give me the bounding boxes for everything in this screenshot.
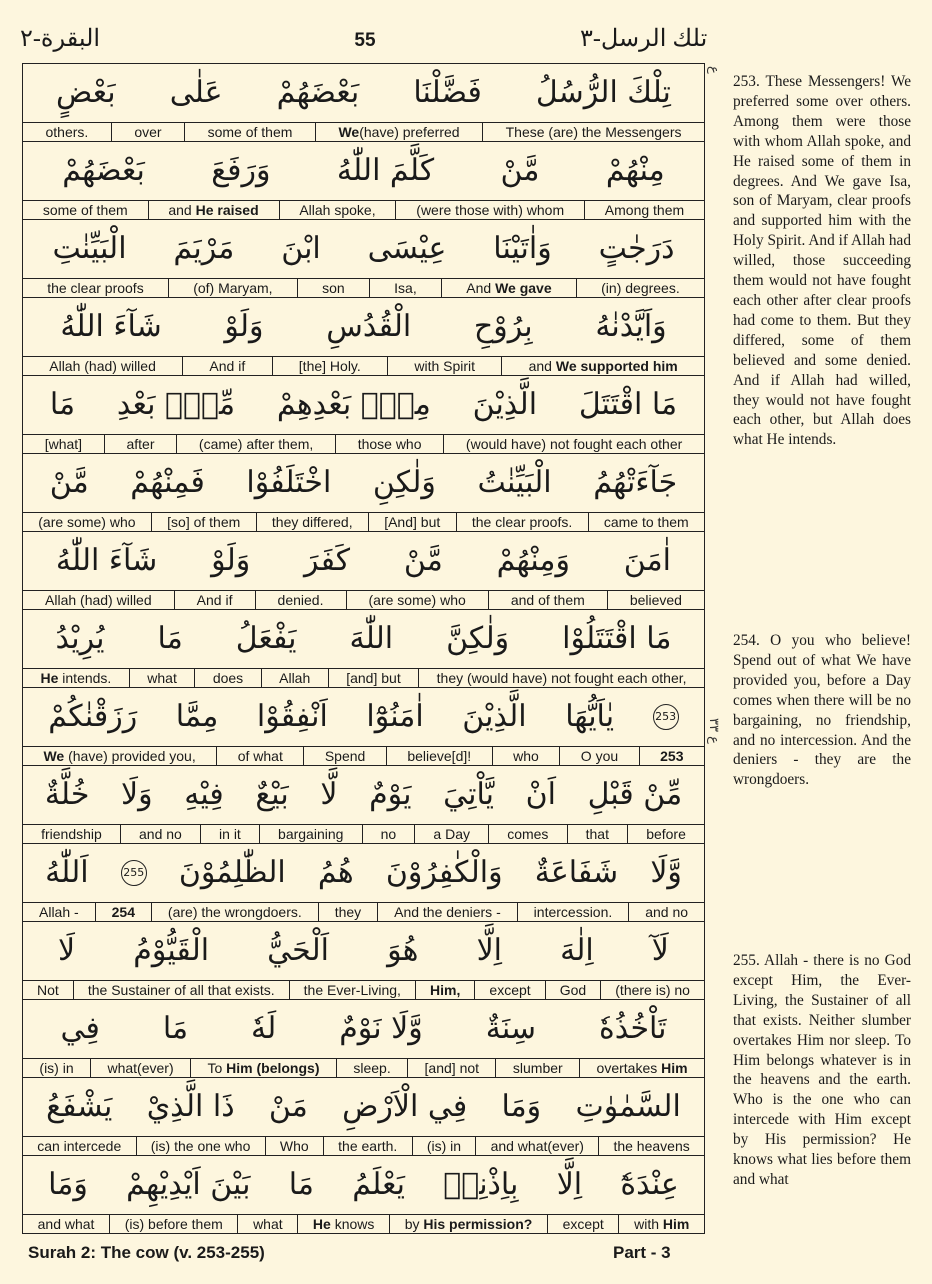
arabic-word: ذَا الَّذِيْ [146, 1089, 235, 1124]
english-gloss: before [627, 825, 704, 843]
arabic-word: بِرُوْحِ [473, 309, 533, 344]
english-row [23, 669, 704, 688]
english-gloss: friendship [41, 826, 102, 842]
english-gloss: came to them [588, 513, 704, 531]
arabic-word: فَمِنْهُمْ [130, 465, 205, 500]
arabic-word: بَعْضَهُمْ [62, 153, 145, 188]
english-gloss: [so] of them [151, 513, 256, 531]
arabic-word: بَيْنَ اَيْدِيْهِمْ [126, 1167, 251, 1202]
gloss-part: (have) preferred [359, 124, 460, 140]
english-gloss [441, 279, 576, 297]
english-gloss: (would have) not fought each other [443, 435, 704, 453]
english-gloss: [and] not [407, 1059, 495, 1077]
english-gloss [23, 747, 216, 765]
english-gloss: son [297, 279, 369, 297]
gloss-part: To [207, 1060, 227, 1076]
arabic-word: فِي [60, 1011, 100, 1046]
arabic-word: مِّنْۢ بَعْدِ [116, 387, 236, 422]
arabic-word: وَّلَا [650, 855, 682, 890]
gloss-part: We [43, 748, 65, 764]
english-gloss: (of) Maryam, [168, 279, 297, 297]
english-gloss: what(ever) [90, 1059, 190, 1077]
arabic-word: بِاِذْنِهٖ [443, 1167, 519, 1202]
english-gloss: the clear proofs. [456, 513, 588, 531]
arabic-word: مَا [162, 1011, 189, 1046]
arabic-word: كَلَّمَ اللّٰهُ [336, 153, 435, 188]
arabic-word: وَمَا [48, 1167, 88, 1202]
arabic-word: كَفَرَ [304, 543, 351, 578]
verse-number-mark: 255 [121, 860, 147, 886]
arabic-word: لَهٗ [251, 1011, 277, 1046]
english-gloss: others. [45, 124, 89, 140]
arabic-word: مَّنْ [403, 543, 443, 578]
arabic-word: مَا اقْتَتَلَ [578, 387, 678, 422]
english-gloss: except [474, 981, 544, 999]
gloss-part: And [466, 280, 496, 296]
english-gloss: except [547, 1215, 619, 1233]
arabic-word: لَآ [651, 933, 669, 968]
gloss-part: We gave [495, 280, 552, 296]
translation-254: 254. O you who believe! Spend out of what We have provided you, before a Day comes when there will be no bargaining, no friendship, and no intercession. And the deniers - they are the wrongdoers. [733, 632, 911, 789]
english-gloss: Not [36, 982, 59, 998]
english-gloss [579, 1059, 704, 1077]
arabic-row [23, 376, 704, 435]
english-row [23, 591, 704, 610]
arabic-word: فِيْهِ [184, 777, 224, 812]
arabic-word: وَلٰكِنِ [372, 465, 436, 500]
english-gloss: (in) degrees. [576, 279, 704, 297]
arabic-row [23, 844, 704, 903]
english-gloss: (there is) no [600, 981, 704, 999]
gloss-part: (have) provided you, [64, 748, 196, 764]
arabic-word: وَلَوْ [224, 309, 264, 344]
arabic-row [23, 64, 704, 123]
english-gloss: And the deniers - [377, 903, 517, 921]
arabic-word: هُوَ [387, 933, 419, 968]
arabic-word: يَعْلَمُ [352, 1167, 405, 1202]
arabic-word: شَآءَ اللّٰهُ [55, 543, 158, 578]
arabic-row [23, 610, 704, 669]
arabic-row [23, 532, 704, 591]
arabic-word: عِيْسَى [367, 231, 447, 266]
arabic-word: اٰمَنُوْٓا [366, 699, 424, 734]
english-gloss: those who [335, 435, 443, 453]
juz-header: تلك الرسل-٣ [580, 26, 708, 52]
english-gloss: a Day [414, 825, 488, 843]
arabic-word: وَمِنْهُمْ [496, 543, 570, 578]
english-gloss: Isa, [369, 279, 441, 297]
arabic-word: فَضَّلْنَا [413, 75, 482, 110]
english-row [23, 123, 704, 142]
arabic-word: مَا [288, 1167, 314, 1202]
english-gloss: the Ever-Living, [289, 981, 415, 999]
english-gloss: and what(ever) [475, 1137, 598, 1155]
arabic-word: السَّمٰوٰتِ [575, 1089, 681, 1124]
english-gloss: (is) the one who [136, 1137, 265, 1155]
arabic-word: دَرَجٰتٍ [598, 231, 675, 266]
english-gloss: the earth. [323, 1137, 412, 1155]
arabic-row [23, 454, 704, 513]
english-gloss: who [492, 747, 560, 765]
arabic-word: فِي الْاَرْضِ [342, 1089, 468, 1124]
english-gloss: Allah (had) willed [45, 592, 152, 608]
english-gloss: [the] Holy. [272, 357, 388, 375]
arabic-word: الْبَيِّنٰتُ [477, 465, 552, 500]
english-gloss: (are some) who [38, 514, 136, 530]
arabic-word: اِلَّا [476, 933, 503, 968]
arabic-word: تَاْخُذُهٗ [598, 1011, 667, 1046]
english-gloss: they [318, 903, 377, 921]
arabic-word: وَاَيَّدْنٰهُ [595, 309, 667, 344]
english-row [23, 513, 704, 532]
arabic-word: جَآءَتْهُمُ [593, 465, 678, 500]
gloss-part: knows [330, 1216, 375, 1232]
english-gloss: in it [200, 825, 259, 843]
arabic-word: وَلَا [121, 777, 153, 812]
english-row [23, 279, 704, 298]
english-gloss: Among them [584, 201, 704, 219]
english-row [23, 903, 704, 922]
arabic-word: لَّا [320, 777, 338, 812]
arabic-row [23, 766, 704, 825]
english-gloss: over [111, 123, 184, 141]
arabic-word: الْبَيِّنٰتِ [52, 231, 127, 266]
arabic-word: خُلَّةٌ [44, 777, 90, 812]
arabic-word: مَا [49, 387, 76, 422]
arabic-word: مَا [157, 621, 183, 656]
arabic-word: وَاٰتَيْنَا [493, 231, 552, 266]
arabic-row [23, 1000, 704, 1059]
english-gloss [297, 1215, 389, 1233]
arabic-word: اللّٰهَ [349, 621, 394, 656]
english-gloss: slumber [495, 1059, 579, 1077]
english-gloss [389, 1215, 547, 1233]
english-gloss: with Spirit [387, 357, 501, 375]
gloss-part: with [634, 1216, 663, 1232]
english-gloss: Allah (had) willed [49, 358, 156, 374]
arabic-word: هُمُ [317, 855, 354, 890]
english-gloss: [and] but [328, 669, 418, 687]
english-row [23, 981, 704, 1000]
english-gloss: the Sustainer of all that exists. [73, 981, 289, 999]
english-gloss [23, 669, 129, 687]
arabic-word: بَعْضٍ [56, 75, 116, 110]
english-gloss: 253 [639, 747, 704, 765]
arabic-word: اِلٰهَ [560, 933, 594, 968]
arabic-word: مَرْيَمَ [173, 231, 235, 266]
arabic-word: وَالْكٰفِرُوْنَ [385, 855, 503, 890]
arabic-word: اَنْفِقُوْا [256, 699, 328, 734]
english-row [23, 1137, 704, 1156]
english-gloss [148, 201, 279, 219]
english-row [23, 1215, 704, 1233]
arabic-row [23, 688, 704, 747]
arabic-word: الَّذِيْنَ [472, 387, 538, 422]
english-gloss: (is) before them [109, 1215, 237, 1233]
english-row [23, 747, 704, 766]
arabic-word: وَلَوْ [211, 543, 251, 578]
english-gloss: sleep. [336, 1059, 407, 1077]
arabic-word: مِنْۢ بَعْدِهِمْ [276, 387, 431, 422]
english-gloss: And if [174, 591, 255, 609]
english-gloss: (are) the wrongdoers. [151, 903, 318, 921]
page-number: 55 [354, 30, 376, 51]
arabic-word: اَللّٰهُ [45, 855, 89, 890]
arabic-word: شَآءَ اللّٰهُ [60, 309, 162, 344]
arabic-word: يُرِيْدُ [55, 621, 105, 656]
english-row [23, 435, 704, 454]
arabic-word: وَّلَا نَوْمٌ [339, 1011, 423, 1046]
arabic-word: اٰمَنَ [623, 543, 672, 578]
english-gloss: can intercede [37, 1138, 122, 1154]
english-gloss: after [104, 435, 176, 453]
english-gloss [501, 357, 704, 375]
arabic-word: عَلٰى [169, 75, 223, 110]
arabic-word: يَوْمٌ [369, 777, 412, 812]
arabic-word: مِّنْ قَبْلِ [587, 777, 683, 812]
arabic-word: تِلْكَ الرُّسُلُ [535, 75, 671, 110]
english-gloss: Spend [303, 747, 385, 765]
gloss-part: He raised [195, 202, 259, 218]
surah-header: البقرة-٢ [20, 26, 101, 52]
arabic-word: الْقَيُّوْمُ [133, 933, 210, 968]
english-gloss: what [237, 1215, 297, 1233]
gloss-part: and [168, 202, 196, 218]
english-gloss: Allah - [39, 904, 79, 920]
english-gloss: does [194, 669, 260, 687]
english-gloss: (are some) who [346, 591, 488, 609]
gloss-part: and [528, 358, 556, 374]
word-by-word-grid [22, 63, 705, 1234]
arabic-word: وَمَا [501, 1089, 542, 1124]
translation-253: 253. These Messengers! We preferred some over others. Among them were those with whom Allah spoke, and He raised some of them in degrees. And We gave Isa, son of Maryam, clear proofs and supported him with the Holy Spirit. And if Allah had willed, those succeeding them would not have fought each other after clear proofs had come to them. But they differed, some of them believed and some denied. And if Allah had willed, they would not have fought each other, but Allah does what He intends. [733, 73, 911, 449]
arabic-word: مَا اقْتَتَلُوْا [562, 621, 672, 656]
arabic-word: اَلْحَيُّ [267, 933, 330, 968]
gloss-part: intends. [58, 670, 112, 686]
arabic-word: مِنْهُمْ [605, 153, 665, 188]
english-gloss [190, 1059, 336, 1077]
english-gloss: These (are) the Messengers [482, 123, 704, 141]
english-gloss: 254 [95, 903, 151, 921]
arabic-word: يَفْعَلُ [235, 621, 297, 656]
gloss-part: Him (belongs) [226, 1060, 320, 1076]
english-gloss: denied. [255, 591, 346, 609]
gloss-part: We [338, 124, 360, 140]
gloss-part: He [40, 670, 59, 686]
arabic-word: مِمَّا [175, 699, 219, 734]
arabic-word: يَّاْتِيَ [443, 777, 494, 812]
english-gloss: and no [628, 903, 704, 921]
arabic-word: يَشْفَعُ [46, 1089, 113, 1124]
english-row [23, 357, 704, 376]
english-gloss: the heavens [598, 1137, 704, 1155]
english-gloss: no [362, 825, 415, 843]
arabic-word: الْقُدُسِ [326, 309, 412, 344]
arabic-word: يٰاَيُّهَا [565, 699, 615, 734]
english-gloss: (came) after them, [176, 435, 335, 453]
verse-number-mark: 253 [653, 704, 679, 730]
english-gloss: believed [607, 591, 704, 609]
english-gloss: comes [488, 825, 566, 843]
arabic-row [23, 1078, 704, 1137]
english-gloss: Allah spoke, [279, 201, 396, 219]
arabic-word: وَلٰكِنَّ [446, 621, 510, 656]
gloss-part: Him [661, 1060, 688, 1076]
english-gloss: believe[d]! [386, 747, 492, 765]
arabic-word: مَنْ [268, 1089, 308, 1124]
english-gloss: And if [182, 357, 271, 375]
arabic-word: بَعْضَهُمْ [276, 75, 360, 110]
english-gloss: and of them [488, 591, 607, 609]
arabic-row [23, 220, 704, 279]
english-gloss: Him, [415, 981, 474, 999]
arabic-row [23, 142, 704, 201]
gloss-part: We supported him [555, 358, 678, 374]
arabic-word: شَفَاعَةٌ [534, 855, 619, 890]
arabic-word: لَا [58, 933, 76, 968]
english-gloss [618, 1215, 704, 1233]
english-gloss: what [129, 669, 195, 687]
english-gloss: the clear proofs [47, 280, 144, 296]
english-row [23, 201, 704, 220]
arabic-word: الظّٰلِمُوْنَ [178, 855, 286, 890]
translation-255: 255. Allah - there is no God except Him, the Ever-Living, the Sustainer of all that exists. Neither slumber overtakes Him nor sleep. To Him belongs whatever is in the heavens and the earth. Who is the one who can intercede with Him except by His permission? He knows what lies before them and what [733, 952, 911, 1188]
arabic-word: ابْنَ [281, 231, 321, 266]
english-gloss: (is) in [39, 1060, 74, 1076]
part-footer: Part - 3 [613, 1243, 671, 1262]
english-gloss: intercession. [517, 903, 629, 921]
english-gloss: and what [37, 1216, 95, 1232]
english-row [23, 1059, 704, 1078]
arabic-word: اخْتَلَفُوْا [246, 465, 332, 500]
english-gloss: and no [120, 825, 200, 843]
arabic-word: بَيْعٌ [255, 777, 289, 812]
english-gloss: O you [559, 747, 638, 765]
arabic-row [23, 298, 704, 357]
english-row [23, 825, 704, 844]
arabic-word: عِنْدَهٗٓ [620, 1167, 679, 1202]
english-gloss: (is) in [412, 1137, 476, 1155]
arabic-row [23, 1156, 704, 1215]
english-gloss: they differed, [256, 513, 368, 531]
arabic-word: وَرَفَعَ [211, 153, 271, 188]
arabic-word: الَّذِيْنَ [462, 699, 527, 734]
arabic-word: اَنْ [525, 777, 556, 812]
english-gloss: Allah [261, 669, 328, 687]
arabic-word: اِلَّا [556, 1167, 583, 1202]
surah-footer: Surah 2: The cow (v. 253-255) [28, 1243, 265, 1262]
gloss-part: Him [662, 1216, 690, 1232]
section-mark: ع [706, 66, 721, 74]
arabic-row [23, 922, 704, 981]
gloss-part: by [404, 1216, 424, 1232]
gloss-part: His permission? [423, 1216, 533, 1232]
arabic-word: رَزَقْنٰكُمْ [48, 699, 138, 734]
arabic-word: مَّنْ [49, 465, 89, 500]
arabic-word: مَّنْ [500, 153, 540, 188]
english-gloss: of what [216, 747, 303, 765]
english-gloss: [And] but [368, 513, 456, 531]
arabic-word: سِنَةٌ [485, 1011, 537, 1046]
english-gloss: some of them [184, 123, 315, 141]
gloss-part: He [312, 1216, 331, 1232]
english-gloss: [what] [44, 436, 83, 452]
english-gloss: they (would have) not fought each other, [418, 669, 704, 687]
english-gloss: bargaining [259, 825, 362, 843]
english-gloss [315, 123, 482, 141]
english-gloss: (were those with) whom [395, 201, 584, 219]
english-gloss: that [567, 825, 628, 843]
english-gloss: Who [265, 1137, 323, 1155]
ruku-mark: ع ٣٣ [706, 718, 721, 744]
english-gloss: God [545, 981, 601, 999]
gloss-part: overtakes [596, 1060, 662, 1076]
english-gloss: some of them [42, 202, 128, 218]
